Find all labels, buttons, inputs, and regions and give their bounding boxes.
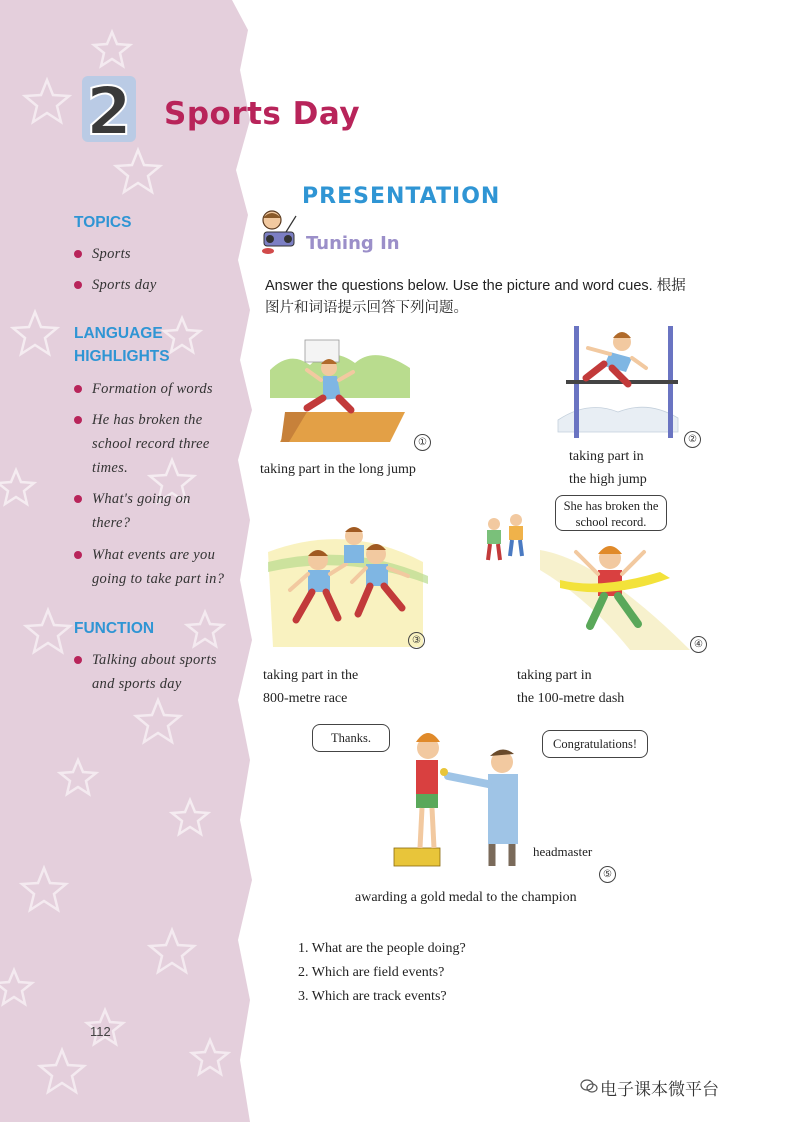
- picture-number: ①: [414, 434, 431, 451]
- unit-number-badge: [80, 72, 138, 146]
- page-number: 112: [90, 1024, 111, 1039]
- function-line: Talking about sports: [92, 652, 217, 668]
- picture-number: ⑤: [599, 866, 616, 883]
- bullet-icon: [74, 416, 82, 424]
- bullet-icon: [74, 281, 82, 289]
- dash-illustration: [480, 510, 700, 650]
- language-item: [72, 487, 228, 535]
- function-heading: FUNCTION: [74, 620, 155, 637]
- picture-caption: [569, 445, 647, 491]
- watermark: 电子课本微平台: [600, 1080, 719, 1100]
- picture-caption: [263, 664, 358, 710]
- speech-bubble-congratulations: Congratulations!: [542, 730, 648, 758]
- long-jump-illustration: [265, 330, 415, 450]
- bullet-icon: [74, 551, 82, 559]
- language-line: He has broken the: [92, 412, 203, 428]
- caption-line: the high jump: [569, 472, 647, 487]
- question-item: 3. Which are track events?: [298, 989, 447, 1004]
- unit-title: Sports Day: [164, 96, 361, 132]
- instruction-line: Answer the questions below. Use the picture and word cues. 根据: [265, 278, 686, 294]
- speech-bubble: [555, 495, 667, 531]
- language-line: times.: [92, 460, 129, 476]
- picture-number: ④: [690, 636, 707, 653]
- language-heading-line: HIGHLIGHTS: [74, 348, 170, 365]
- language-item: [72, 543, 228, 591]
- caption-line: taking part in the: [263, 668, 359, 683]
- language-item: [72, 408, 228, 480]
- picture-caption: [517, 664, 624, 710]
- function-item: [72, 648, 228, 696]
- caption-line: taking part in: [569, 449, 644, 464]
- high-jump-illustration: [548, 320, 688, 442]
- language-item: [72, 377, 228, 401]
- picture-number: ③: [408, 632, 425, 649]
- question-item: 1. What are the people doing?: [298, 941, 466, 956]
- picture-number: ②: [684, 431, 701, 448]
- language-line: What events are you: [92, 547, 216, 563]
- question-item: 2. Which are field events?: [298, 965, 445, 980]
- caption-line: the 100-metre dash: [517, 691, 625, 706]
- bullet-icon: [74, 656, 82, 664]
- bullet-icon: [74, 385, 82, 393]
- topic-label: Sports day: [92, 277, 157, 293]
- bubble-line: She has broken the: [563, 499, 659, 513]
- section-heading: PRESENTATION: [302, 184, 501, 209]
- picture-caption: [260, 458, 416, 481]
- language-line: going to take part in?: [92, 571, 225, 587]
- bullet-icon: [74, 495, 82, 503]
- bubble-line: school record.: [575, 515, 647, 529]
- subsection-heading: Tuning In: [306, 233, 400, 254]
- caption-line: 800-metre race: [263, 691, 348, 706]
- topic-label: Sports: [92, 246, 131, 262]
- language-heading-line: LANGUAGE: [74, 325, 163, 342]
- topic-item: [72, 242, 228, 266]
- headmaster-label: headmaster: [533, 844, 593, 859]
- chat-icon: [580, 1078, 598, 1094]
- caption-line: awarding a gold medal to the champion: [355, 890, 577, 905]
- radio-boy-icon: [256, 206, 302, 256]
- unit-number: 2: [86, 73, 132, 146]
- bullet-icon: [74, 250, 82, 258]
- race-illustration: [268, 522, 428, 647]
- medal-ceremony-illustration: [388, 720, 538, 870]
- picture-caption: [355, 886, 577, 909]
- caption-line: taking part in the long jump: [260, 462, 416, 477]
- language-line: there?: [92, 515, 131, 531]
- language-line: What's going on: [92, 491, 191, 507]
- caption-line: taking part in: [517, 668, 592, 683]
- instructions: [265, 275, 735, 319]
- instruction-line: 图片和词语提示回答下列问题。: [265, 300, 468, 316]
- topics-heading: TOPICS: [74, 214, 132, 231]
- language-heading: [74, 322, 170, 368]
- language-line: school record three: [92, 436, 210, 452]
- topic-item: [72, 273, 228, 297]
- speech-bubble-thanks: Thanks.: [312, 724, 390, 752]
- language-line: Formation of words: [92, 381, 213, 397]
- function-line: and sports day: [92, 676, 182, 692]
